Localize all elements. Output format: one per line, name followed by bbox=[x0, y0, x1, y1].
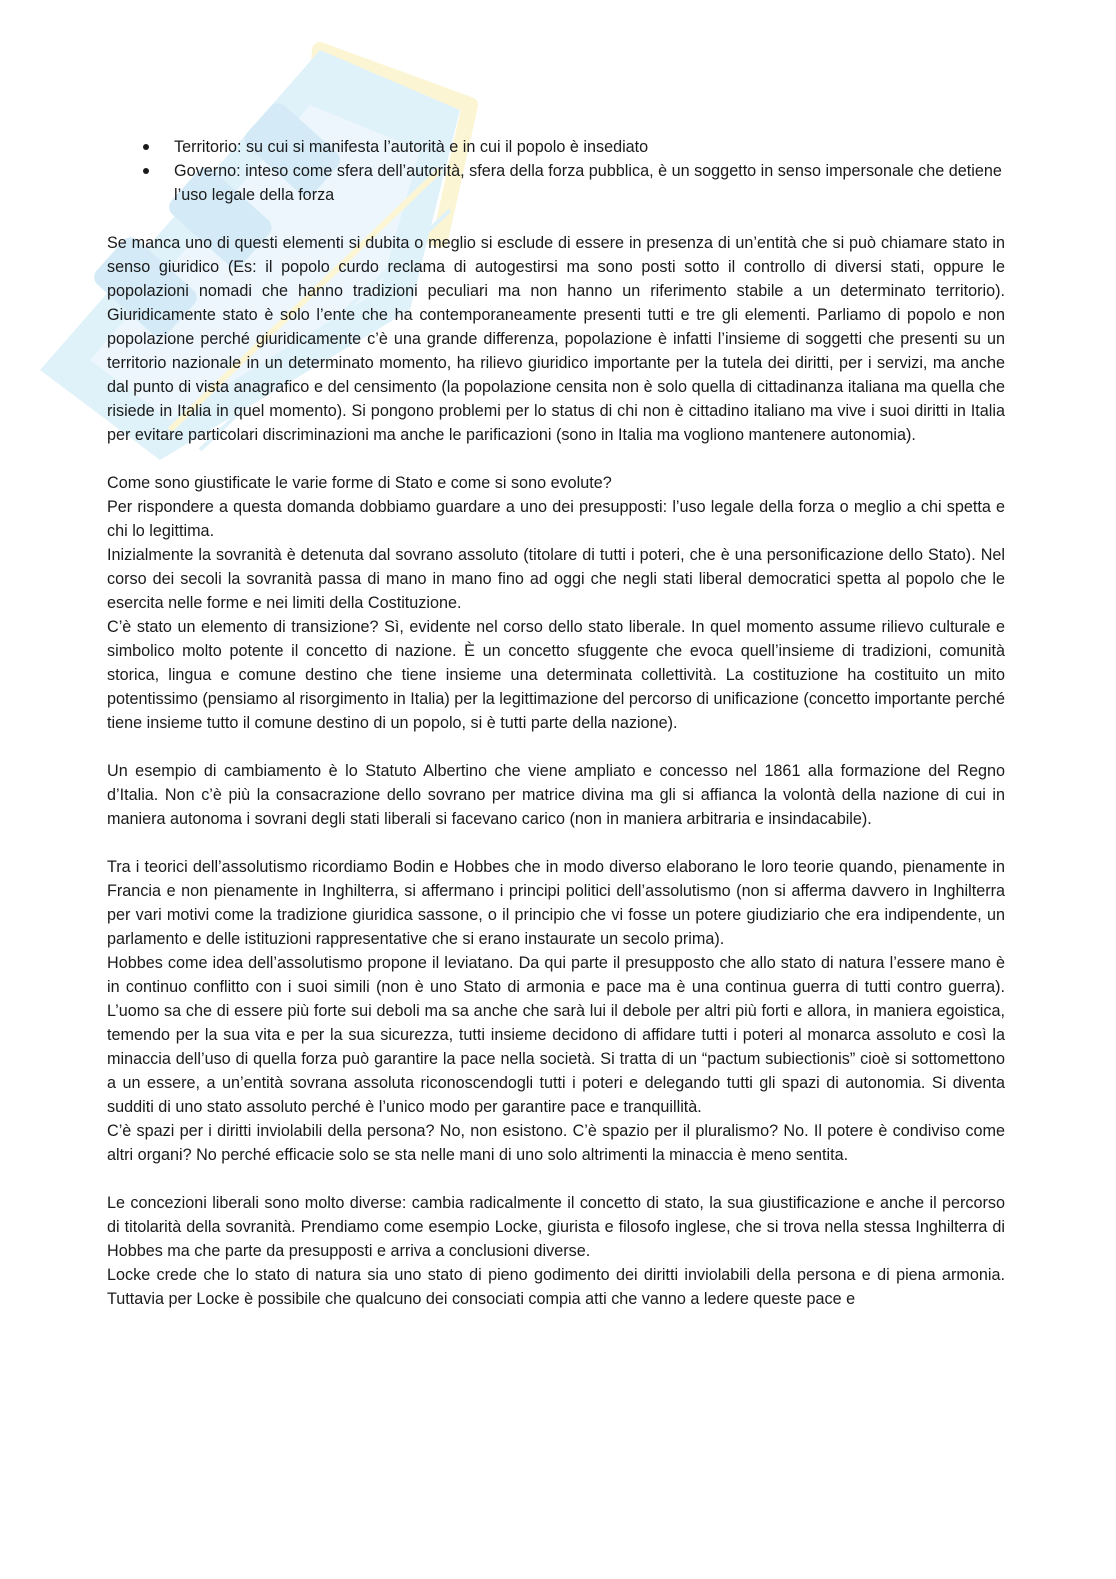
paragraph: C’è stato un elemento di transizione? Sì, evidente nel corso dello stato liberale. In quel momento assume rilievo culturale e simbolico molto potente il concetto di nazione. È un concetto sfuggente che evoca quell’insieme di tradizioni, comunità storica, lingua e comune destino che tiene insieme una determinata collettività. La costituzione ha costituito un mito potentissimo (pensiamo al risorgimento in Italia) per la legittimazione del percorso di unificazione (concetto importante perché tiene insieme tutto il comune destino di un popolo, si è tutti parte della nazione). bbox=[107, 618, 1005, 732]
paragraph: Come sono giustificate le varie forme di Stato e come si sono evolute? bbox=[107, 474, 612, 492]
spacer bbox=[107, 207, 1005, 231]
paragraph: Le concezioni liberali sono molto diverse: cambia radicalmente il concetto di stato, la sua giustificazione e anche il percorso di titolarità della sovranità. Prendiamo come esempio Locke, giurista e filosofo inglese, che si trova nella stessa Inghilterra di Hobbes ma che parte da presupposti e arriva a conclusioni diverse. bbox=[107, 1194, 1005, 1260]
spacer bbox=[107, 735, 1005, 759]
paragraph: Inizialmente la sovranità è detenuta dal sovrano assoluto (titolare di tutti i poteri, che è una personificazione dello Stato). Nel corso dei secoli la sovranità passa di mano in mano fino ad oggi che negli stati liberal democratici spetta al popolo che le esercita nelle forme e nei limiti della Costituzione. bbox=[107, 546, 1005, 612]
bullet-item bbox=[107, 159, 1005, 207]
spacer bbox=[107, 447, 1005, 471]
paragraph: Locke crede che lo stato di natura sia uno stato di pieno godimento dei diritti inviolabili della persona e di piena armonia. Tuttavia per Locke è possibile che qualcuno dei consociati compia atti che vanno a ledere queste pace e bbox=[107, 1266, 1005, 1308]
spacer bbox=[107, 831, 1005, 855]
paragraph: Hobbes come idea dell’assolutismo propone il leviatano. Da qui parte il presupposto che allo stato di natura l’essere mano è in continuo conflitto con i suoi simili (non è uno Stato di armonia e pace ma è una continua guerra di tutti contro guerra). L’uomo sa che di essere più forte sui deboli ma sa anche che sarà lui il debole per altri più forti e allora, in maniera egoistica, temendo per la sua vita e per la sua sicurezza, tutti insieme decidono di affidare tutti i poteri al monarca assoluto e così la minaccia dell’uso di quella forza può garantire la pace nella società. Si tratta di un “pactum subiectionis” cioè si sottomettono a un essere, a un’entità sovrana assoluta riconoscendogli tutti i poteri e delegando tutti gli spazi di autonomia. Si diventa sudditi di uno stato assoluto perché è l’unico modo per garantire pace e tranquillità. bbox=[107, 954, 1005, 1116]
bullet-item bbox=[107, 135, 1005, 159]
paragraph: Per rispondere a questa domanda dobbiamo guardare a uno dei presupposti: l’uso legale della forza o meglio a chi spetta e chi lo legittima. bbox=[107, 498, 1005, 540]
document-page bbox=[107, 135, 1005, 1311]
bullet-dot-icon bbox=[143, 144, 149, 150]
bullet-dot-icon bbox=[143, 168, 149, 174]
paragraph: Tra i teorici dell’assolutismo ricordiamo Bodin e Hobbes che in modo diverso elaborano le loro teorie quando, pienamente in Francia e non pienamente in Inghilterra, si affermano i principi politici dell’assolutismo (non si afferma davvero in Inghilterra per vari motivi come la tradizione giuridica sassone, o il principio che vi fosse un potere giudiziario che era indipendente, un parlamento e delle istituzioni rappresentative che si erano instaurate un secolo prima). bbox=[107, 858, 1005, 948]
bullet-text: Territorio: su cui si manifesta l’autorità e in cui il popolo è insediato bbox=[174, 138, 649, 156]
paragraph: C’è spazi per i diritti inviolabili della persona? No, non esistono. C’è spazio per il pluralismo? No. Il potere è condiviso come altri organi? No perché efficacie solo se sta nelle mani di uno solo altrimenti la minaccia è meno sentita. bbox=[107, 1122, 1005, 1164]
bullet-text: Governo: inteso come sfera dell’autorità, sfera della forza pubblica, è un soggetto in senso impersonale che detiene l’uso legale della forza bbox=[174, 162, 1002, 204]
bullet-list bbox=[107, 135, 1005, 207]
paragraph: Se manca uno di questi elementi si dubita o meglio si esclude di essere in presenza di un’entità che si può chiamare stato in senso giuridico (Es: il popolo curdo reclama di autogestirsi ma sono posti sotto il controllo di diversi stati, oppure le popolazioni nomadi che hanno tradizioni peculiari ma non hanno un riferimento stabile a un determinato territorio). Giuridicamente stato è solo l’ente che ha contemporaneamente presenti tutti e tre gli elementi. Parliamo di popolo e non popolazione perché giuridicamente c’è una grande differenza, popolazione è infatti l’insieme di soggetti che presenti su un territorio nazionale in un determinato momento, ha rilievo giuridico importante per la tutela dei diritti, per i servizi, ma anche dal punto di vista anagrafico e del censimento (la popolazione censita non è solo quella di cittadinanza italiana ma quella che risiede in Italia in quel momento). Si pongono problemi per lo status di chi non è cittadino italiano ma vive i suoi diritti in Italia per evitare particolari discriminazioni ma anche le parificazioni (sono in Italia ma vogliono mantenere autonomia). bbox=[107, 234, 1005, 444]
paragraph: Un esempio di cambiamento è lo Statuto Albertino che viene ampliato e concesso nel 1861 alla formazione del Regno d’Italia. Non c’è più la consacrazione dello sovrano per matrice divina ma gli si affianca la volontà della nazione di cui in maniera autonoma i sovrani degli stati liberali si facevano carico (non in maniera arbitraria e insindacabile). bbox=[107, 762, 1005, 828]
spacer bbox=[107, 1167, 1005, 1191]
